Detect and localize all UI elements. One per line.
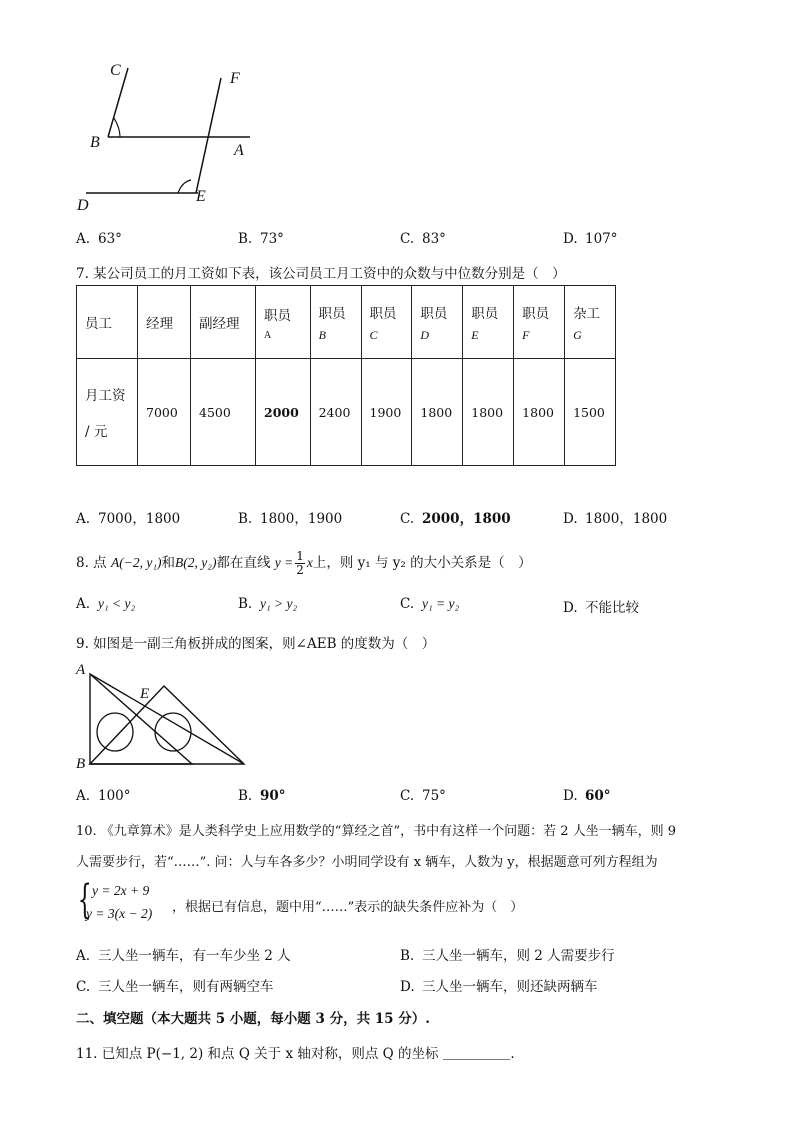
q11-answer-blank[interactable]: ＿＿＿＿＿. bbox=[442, 1046, 515, 1062]
option-text: 107° bbox=[585, 231, 618, 247]
option-text: 60° bbox=[585, 788, 611, 804]
option-text: 7000，1800 bbox=[98, 511, 181, 527]
triangle-right bbox=[90, 686, 244, 764]
value-cell: 1500 bbox=[565, 359, 616, 466]
q9-label-b: B bbox=[76, 756, 86, 772]
header-cell: 职员 B bbox=[310, 286, 361, 359]
q7-option-a[interactable] bbox=[76, 507, 180, 527]
q6-label-a: A bbox=[234, 142, 244, 159]
fraction-denominator: 2 bbox=[296, 563, 304, 577]
value-cell: 1800 bbox=[514, 359, 565, 466]
q9-stem: 9. 如图是一副三角板拼成的图案，则∠AEB 的度数为（ ） bbox=[76, 636, 436, 652]
value-cell: 2000 bbox=[256, 359, 311, 466]
option-key: C. bbox=[400, 596, 415, 612]
option-text: 2000，1800 bbox=[422, 511, 511, 527]
q10-stem-line3: ，根据已有信息，题中用“……”表示的缺失条件应补为（ ） bbox=[172, 900, 524, 915]
q8-stem-suffix: 上，则 y₁ 与 y₂ 的大小关系是（ ） bbox=[312, 555, 532, 571]
circle-left bbox=[97, 713, 133, 751]
option-text: y₁ > y₂ bbox=[260, 596, 298, 611]
q8-line-rhs: x bbox=[306, 555, 313, 570]
option-text: 三人坐一辆车，则还缺两辆车 bbox=[422, 979, 598, 995]
option-key: C. bbox=[400, 511, 415, 527]
option-key: B. bbox=[238, 511, 253, 527]
q8-point-a: A(−2, y₁) bbox=[110, 555, 162, 570]
option-key: D. bbox=[563, 511, 578, 527]
q11-stem bbox=[76, 1042, 515, 1062]
header-cell: 经理 bbox=[138, 286, 191, 359]
option-key: A. bbox=[76, 788, 91, 804]
value-cell: 2400 bbox=[310, 359, 361, 466]
option-text: 83° bbox=[422, 231, 446, 247]
q11-stem-text: 11. 已知点 P(−1, 2) 和点 Q 关于 x 轴对称，则点 Q 的坐标 bbox=[76, 1046, 439, 1062]
section-heading: 二、填空题（本大题共 5 小题，每小题 3 分，共 15 分）. bbox=[76, 1011, 430, 1027]
option-text: 三人坐一辆车，则 2 人需要步行 bbox=[422, 948, 615, 964]
option-text: 三人坐一辆车，有一车少坐 2 人 bbox=[98, 948, 291, 964]
circle-right bbox=[155, 713, 191, 751]
option-key: D. bbox=[563, 788, 578, 804]
q8-stem bbox=[76, 550, 532, 577]
option-key: B. bbox=[238, 788, 253, 804]
header-cell: 员工 bbox=[77, 286, 138, 359]
q6-label-f: F bbox=[230, 70, 240, 87]
option-text: 90° bbox=[260, 788, 286, 804]
q8-line-lhs: y = bbox=[274, 555, 294, 570]
option-text: 100° bbox=[98, 788, 131, 804]
value-cell: 4500 bbox=[191, 359, 256, 466]
table-value-row bbox=[77, 359, 616, 466]
q9-label-a: A bbox=[76, 662, 86, 678]
q6-label-e: E bbox=[196, 188, 206, 205]
option-key: B. bbox=[400, 948, 415, 964]
line-ef bbox=[196, 78, 221, 193]
q9-figure bbox=[70, 660, 260, 775]
q10-option-a[interactable] bbox=[76, 944, 291, 964]
option-key: A. bbox=[76, 231, 91, 247]
option-text: 63° bbox=[98, 231, 122, 247]
q7-option-c[interactable] bbox=[400, 507, 511, 527]
option-key: D. bbox=[563, 231, 578, 247]
q9-label-e: E bbox=[140, 686, 150, 702]
option-text: 73° bbox=[260, 231, 284, 247]
q7-stem: 7. 某公司员工的月工资如下表，该公司员工月工资中的众数与中位数分别是（ ） bbox=[76, 266, 566, 282]
q10-brace: { bbox=[77, 877, 92, 923]
header-cell: 副经理 bbox=[191, 286, 256, 359]
q8-and: 和 bbox=[161, 555, 176, 571]
option-key: B. bbox=[238, 596, 253, 612]
q8-stem-prefix: 8. 点 bbox=[76, 555, 107, 571]
value-cell: 1800 bbox=[412, 359, 463, 466]
q10-equation-1: y = 2x + 9 bbox=[92, 883, 150, 898]
option-key: D. bbox=[400, 979, 415, 995]
header-cell: 杂工 G bbox=[565, 286, 616, 359]
option-key: C. bbox=[400, 788, 415, 804]
option-text: 不能比较 bbox=[585, 600, 639, 616]
option-key: A. bbox=[76, 948, 91, 964]
q8-fraction bbox=[295, 550, 305, 577]
wage-table bbox=[76, 285, 616, 466]
q7-option-d[interactable] bbox=[563, 507, 667, 527]
q10-stem-line2: 人需要步行，若“……”. 问：人与车各多少？小明同学设有 x 辆车，人数为 y，根据题意可列方程组为 bbox=[76, 855, 658, 870]
option-key: C. bbox=[400, 231, 415, 247]
q6-option-a[interactable] bbox=[76, 231, 122, 247]
q7-option-b[interactable] bbox=[238, 507, 342, 527]
row-label-cell: 月工资 / 元 bbox=[77, 359, 138, 466]
option-text: 1800，1800 bbox=[585, 511, 668, 527]
q6-option-c[interactable] bbox=[400, 231, 446, 247]
fraction-numerator: 1 bbox=[296, 549, 304, 563]
option-text: y₁ = y₂ bbox=[422, 596, 460, 611]
option-key: C. bbox=[76, 979, 91, 995]
option-text: 1800，1900 bbox=[260, 511, 343, 527]
angle-b-arc bbox=[114, 118, 120, 137]
q8-option-c[interactable] bbox=[400, 596, 459, 612]
q8-option-a[interactable] bbox=[76, 596, 135, 612]
q6-option-d[interactable] bbox=[563, 231, 618, 247]
q10-equation-2: y = 3(x − 2) bbox=[86, 906, 153, 921]
option-text: y₁ < y₂ bbox=[98, 596, 136, 611]
q9-option-d[interactable] bbox=[563, 788, 611, 804]
q10-option-b[interactable] bbox=[400, 944, 615, 964]
option-key: B. bbox=[238, 231, 253, 247]
header-cell: 职员 F bbox=[514, 286, 565, 359]
q10-stem-line1: 10. 《九章算术》是人类科学史上应用数学的“算经之首”，书中有这样一个问题：若 2 人坐一辆车，则 9 bbox=[76, 824, 677, 839]
q6-label-b: B bbox=[90, 134, 100, 151]
option-key: D. bbox=[563, 600, 578, 616]
table-header-row bbox=[77, 286, 616, 359]
q8-point-b: B(2, y₂) bbox=[175, 555, 217, 570]
option-key: A. bbox=[76, 511, 91, 527]
value-cell: 1900 bbox=[361, 359, 412, 466]
q10-option-c[interactable] bbox=[76, 975, 274, 995]
option-key: A. bbox=[76, 596, 91, 612]
header-cell: 职员 E bbox=[463, 286, 514, 359]
option-text: 三人坐一辆车，则有两辆空车 bbox=[98, 979, 274, 995]
header-cell: 职员 C bbox=[361, 286, 412, 359]
q6-option-b[interactable] bbox=[238, 231, 284, 247]
q6-label-d: D bbox=[77, 197, 89, 214]
option-text: 75° bbox=[422, 788, 446, 804]
q9-option-b[interactable] bbox=[238, 788, 286, 804]
q8-option-b[interactable] bbox=[238, 596, 297, 612]
q6-figure bbox=[70, 60, 270, 220]
q6-label-c: C bbox=[110, 62, 121, 79]
angle-e-arc bbox=[178, 180, 191, 193]
q9-option-a[interactable] bbox=[76, 788, 131, 804]
q8-option-d[interactable] bbox=[563, 596, 639, 616]
header-cell: 职员 D bbox=[412, 286, 463, 359]
header-cell: 职员 A bbox=[256, 286, 311, 359]
q10-option-d[interactable] bbox=[400, 975, 598, 995]
q9-option-c[interactable] bbox=[400, 788, 446, 804]
value-cell: 1800 bbox=[463, 359, 514, 466]
value-cell: 7000 bbox=[138, 359, 191, 466]
q8-mid: 都在直线 bbox=[216, 555, 271, 571]
